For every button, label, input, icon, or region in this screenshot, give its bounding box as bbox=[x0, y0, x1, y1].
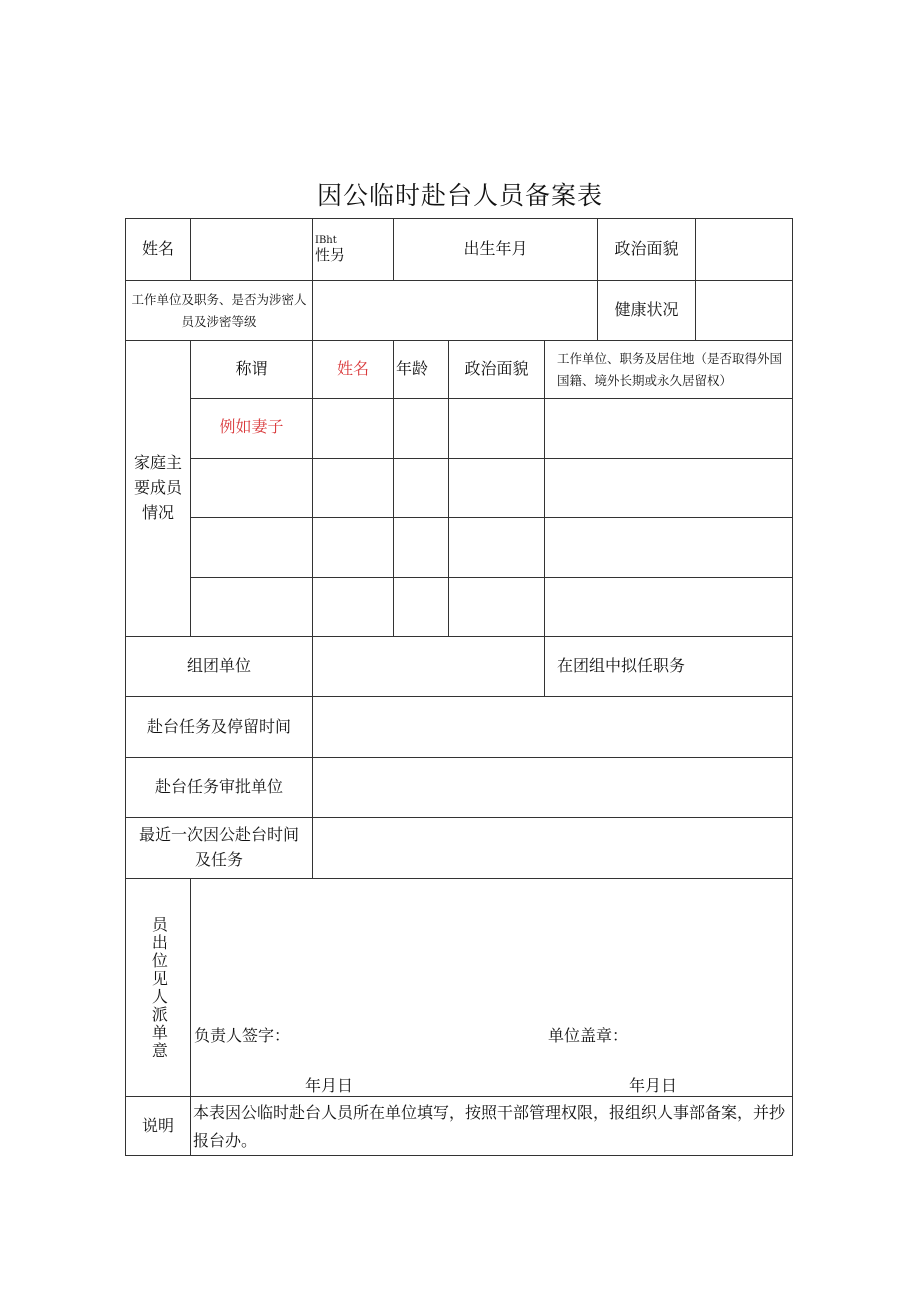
group-role-label: 在团组中拟任职务 bbox=[544, 636, 793, 696]
family-header-age: 年龄 bbox=[393, 340, 448, 398]
task-time-field[interactable] bbox=[312, 696, 793, 757]
name-field[interactable] bbox=[190, 218, 312, 280]
family-row4-work[interactable] bbox=[544, 577, 793, 636]
family-row1-work[interactable] bbox=[544, 398, 793, 458]
task-time-label: 赴台任务及停留时间 bbox=[125, 696, 312, 757]
family-row2-name[interactable] bbox=[312, 458, 393, 517]
family-row4-relation[interactable] bbox=[190, 577, 312, 636]
work-field[interactable] bbox=[312, 280, 597, 340]
recent-trip-field[interactable] bbox=[312, 817, 793, 878]
health-label: 健康状况 bbox=[597, 280, 695, 340]
group-unit-label: 组团单位 bbox=[125, 636, 312, 696]
family-row3-work[interactable] bbox=[544, 517, 793, 577]
opinion-label: 员出位见人派单意 bbox=[149, 915, 169, 1060]
family-row2-work[interactable] bbox=[544, 458, 793, 517]
political-field[interactable] bbox=[695, 218, 793, 280]
group-unit-field[interactable] bbox=[312, 636, 544, 696]
recent-trip-label: 最近一次因公赴台时间及任务 bbox=[125, 817, 312, 878]
name-label: 姓名 bbox=[125, 218, 190, 280]
opinion-label-cell bbox=[125, 878, 190, 1096]
political-label: 政治面貌 bbox=[597, 218, 695, 280]
family-header-work: 工作单位、职务及居住地（是否取得外国国籍、境外长期或永久居留权） bbox=[544, 340, 793, 398]
family-row3-relation[interactable] bbox=[190, 517, 312, 577]
family-header-relation: 称谓 bbox=[190, 340, 312, 398]
family-row3-age[interactable] bbox=[393, 517, 448, 577]
gender-label: 性另 bbox=[315, 245, 346, 264]
family-row3-political[interactable] bbox=[448, 517, 544, 577]
note-label: 说明 bbox=[125, 1096, 190, 1156]
family-row1-political[interactable] bbox=[448, 398, 544, 458]
seal-label: 单位盖章： bbox=[548, 1026, 629, 1045]
signer-label: 负责人签字： bbox=[194, 1026, 291, 1045]
note-text: 本表因公临时赴台人员所在单位填写，按照干部管理权限，报组织人事部备案，并抄报台办。 bbox=[190, 1096, 793, 1156]
form-title: 因公临时赴台人员备案表 bbox=[316, 181, 603, 210]
approval-field[interactable] bbox=[312, 757, 793, 817]
date-left: 年月日 bbox=[305, 1076, 354, 1095]
health-field[interactable] bbox=[695, 280, 793, 340]
family-row1-relation[interactable]: 例如妻子 bbox=[190, 398, 312, 458]
family-row2-political[interactable] bbox=[448, 458, 544, 517]
family-header-name: 姓名 bbox=[312, 340, 393, 398]
work-label: 工作单位及职务、是否为涉密人员及涉密等级 bbox=[125, 280, 312, 340]
gender-label-cell bbox=[312, 218, 393, 280]
opinion-field[interactable] bbox=[190, 878, 793, 1096]
family-row1-name[interactable] bbox=[312, 398, 393, 458]
approval-label: 赴台任务审批单位 bbox=[125, 757, 312, 817]
family-row4-name[interactable] bbox=[312, 577, 393, 636]
date-right: 年月日 bbox=[629, 1076, 678, 1095]
family-row3-name[interactable] bbox=[312, 517, 393, 577]
family-row4-age[interactable] bbox=[393, 577, 448, 636]
family-section-label: 家庭主要成员情况 bbox=[125, 340, 190, 636]
family-row2-relation[interactable] bbox=[190, 458, 312, 517]
gender-label-top: IBht bbox=[315, 234, 337, 246]
family-row4-political[interactable] bbox=[448, 577, 544, 636]
family-header-political: 政治面貌 bbox=[448, 340, 544, 398]
birth-label: 出生年月 bbox=[393, 218, 597, 280]
family-row2-age[interactable] bbox=[393, 458, 448, 517]
family-row1-age[interactable] bbox=[393, 398, 448, 458]
